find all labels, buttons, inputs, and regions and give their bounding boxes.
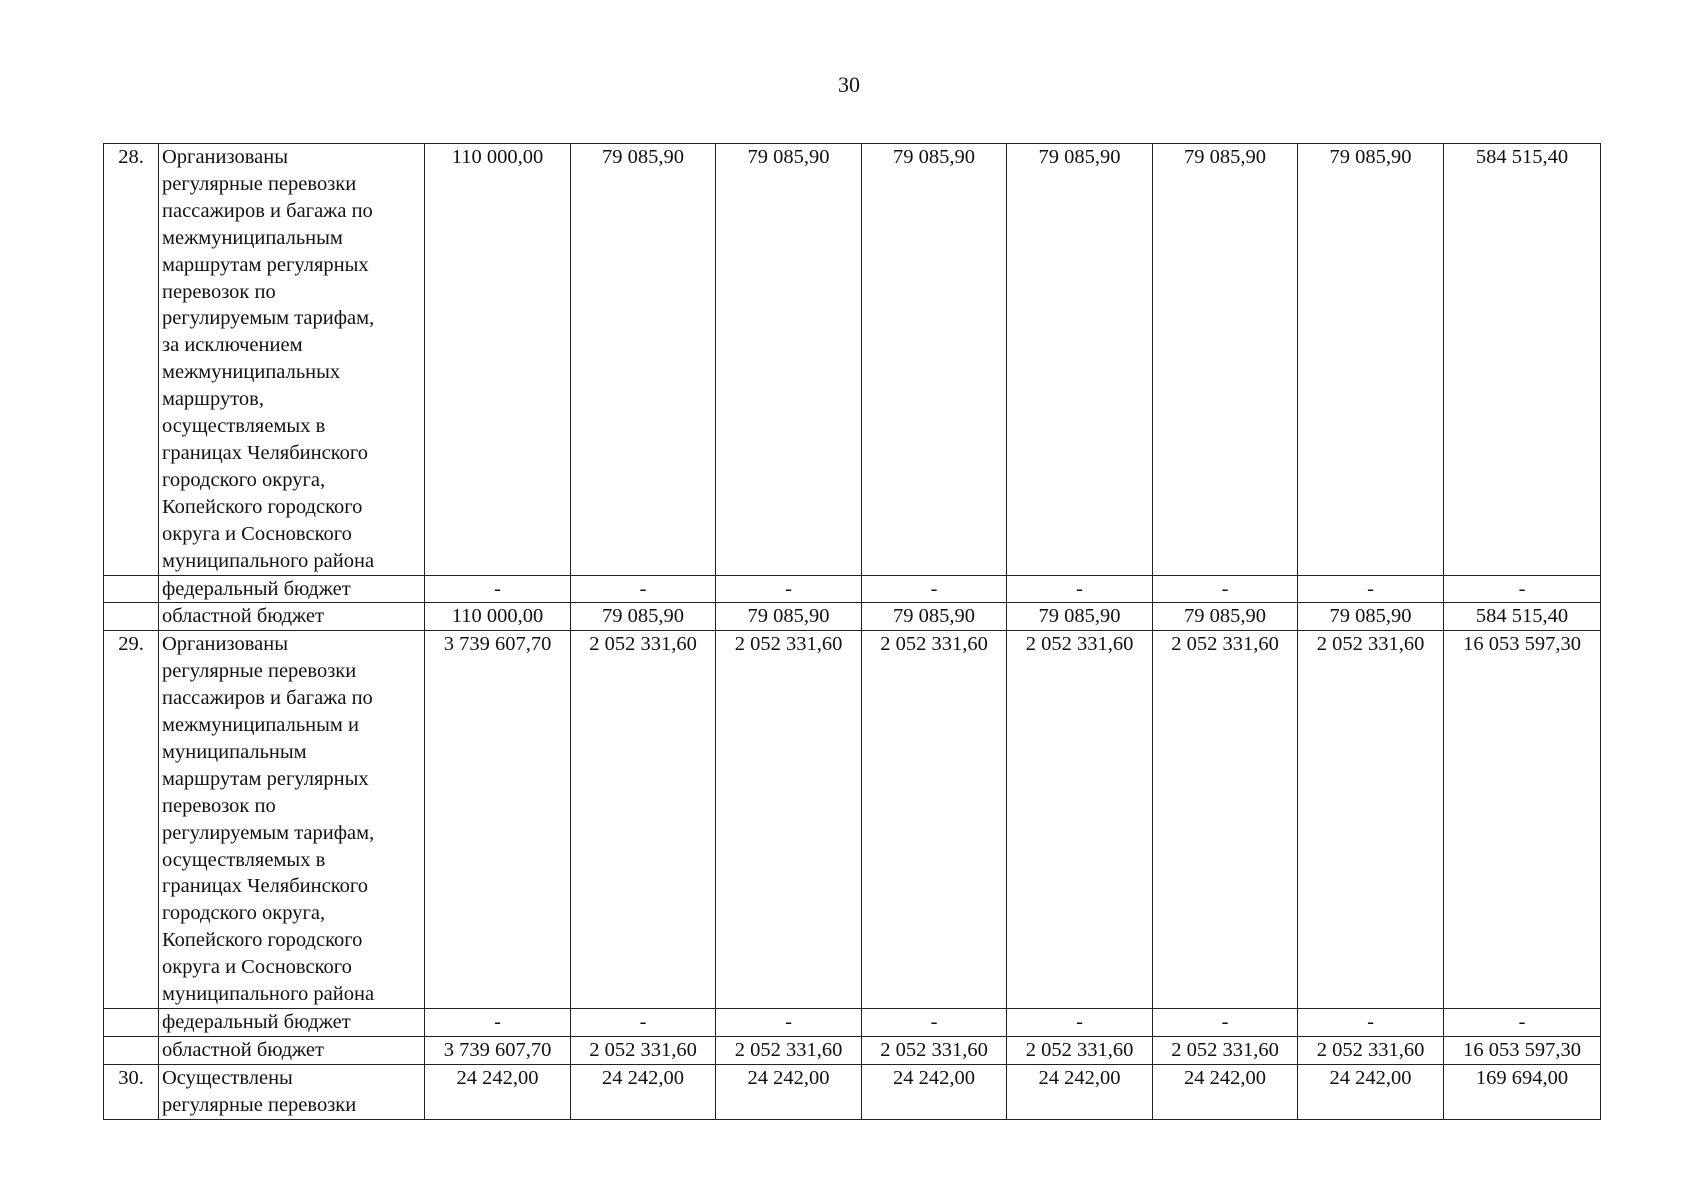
federal-budget-row [104,575,1601,603]
regional-budget-value: 110 000,00 [425,603,571,631]
total-value-cell: 16 053 597,30 [1444,631,1601,1009]
regional-budget-row [104,1036,1601,1064]
year-value-cell: 2 052 331,60 [862,631,1007,1009]
year-value-cell: 2 052 331,60 [1153,631,1298,1009]
description-line: Копейского городского [162,929,363,952]
year-value-cell: 3 739 607,70 [425,631,571,1009]
row-number: 30. [104,1064,159,1119]
description-line: Копейского городского [162,495,363,518]
regional-budget-value: 3 739 607,70 [425,1036,571,1064]
year-value-cell: 79 085,90 [716,144,862,576]
row-number: 28. [104,144,159,576]
year-value-cell: 79 085,90 [1153,144,1298,576]
federal-budget-value: - [1007,575,1153,603]
year-value-cell: 2 052 331,60 [571,631,716,1009]
regional-budget-value: 2 052 331,60 [716,1036,862,1064]
year-value-cell: 24 242,00 [571,1064,716,1119]
regional-budget-label: областной бюджет [159,603,425,631]
regional-budget-value: 79 085,90 [571,603,716,631]
regional-budget-value: 16 053 597,30 [1444,1036,1601,1064]
description-line: межмуниципальным [162,226,343,249]
description-line: маршрутам регулярных [162,253,369,276]
description-line: перевозок по [162,280,276,303]
year-value-cell: 24 242,00 [425,1064,571,1119]
regional-budget-value: 79 085,90 [716,603,862,631]
year-value-cell: 24 242,00 [716,1064,862,1119]
regional-budget-value: 2 052 331,60 [571,1036,716,1064]
federal-budget-value: - [1153,1009,1298,1037]
year-value-cell: 2 052 331,60 [1298,631,1444,1009]
empty-number-cell [104,1036,159,1064]
description-line: муниципальным [162,740,307,763]
federal-budget-value: - [1444,575,1601,603]
federal-budget-value: - [571,1009,716,1037]
federal-budget-value: - [425,575,571,603]
table-row-item-28 [104,144,1601,576]
year-value-cell: 24 242,00 [1298,1064,1444,1119]
federal-budget-value: - [1298,575,1444,603]
federal-budget-value: - [425,1009,571,1037]
federal-budget-value: - [862,1009,1007,1037]
regional-budget-value: 79 085,90 [1153,603,1298,631]
description-line: осуществляемых в [162,415,326,438]
federal-budget-row [104,1009,1601,1037]
year-value-cell: 2 052 331,60 [1007,631,1153,1009]
table-row-item-30 [104,1064,1601,1119]
description-line: Осуществлены [162,1066,293,1089]
year-value-cell: 24 242,00 [1153,1064,1298,1119]
description-line: межмуниципальным и [162,714,359,737]
federal-budget-value: - [1007,1009,1153,1037]
year-value-cell: 24 242,00 [1007,1064,1153,1119]
year-value-cell: 79 085,90 [862,144,1007,576]
regional-budget-value: 2 052 331,60 [862,1036,1007,1064]
description-line: границах Челябинского [162,875,369,898]
row-description [159,631,425,1009]
federal-budget-value: - [1444,1009,1601,1037]
description-line: городского округа, [162,468,326,491]
description-line: за исключением [162,334,303,357]
description-line: округа и Сосновского [162,956,352,979]
regional-budget-value: 584 515,40 [1444,603,1601,631]
description-line: регулярные перевозки [162,1093,357,1116]
total-value-cell: 584 515,40 [1444,144,1601,576]
description-line: границах Челябинского [162,441,369,464]
regional-budget-label: областной бюджет [159,1036,425,1064]
year-value-cell: 24 242,00 [862,1064,1007,1119]
description-line: маршрутам регулярных [162,767,369,790]
regional-budget-value: 79 085,90 [1298,603,1444,631]
row-number: 29. [104,631,159,1009]
federal-budget-value: - [1298,1009,1444,1037]
empty-number-cell [104,1009,159,1037]
regional-budget-value: 79 085,90 [862,603,1007,631]
federal-budget-value: - [571,575,716,603]
federal-budget-label: федеральный бюджет [159,575,425,603]
description-line: городского округа, [162,902,326,925]
regional-budget-value: 2 052 331,60 [1007,1036,1153,1064]
description-line: межмуниципальных [162,361,341,384]
year-value-cell: 79 085,90 [571,144,716,576]
description-line: регулярные перевозки [162,172,357,195]
federal-budget-value: - [716,1009,862,1037]
description-line: регулируемым тарифам, [162,821,375,844]
total-value-cell: 169 694,00 [1444,1064,1601,1119]
page-number: 30 [838,72,860,97]
empty-number-cell [104,575,159,603]
federal-budget-value: - [716,575,862,603]
year-value-cell: 110 000,00 [425,144,571,576]
description-line: муниципального района [162,549,375,572]
description-line: перевозок по [162,794,276,817]
year-value-cell: 2 052 331,60 [716,631,862,1009]
federal-budget-value: - [1153,575,1298,603]
empty-number-cell [104,603,159,631]
regional-budget-value: 79 085,90 [1007,603,1153,631]
table-row-item-29 [104,631,1601,1009]
description-line: муниципального района [162,983,375,1006]
federal-budget-label: федеральный бюджет [159,1009,425,1037]
year-value-cell: 79 085,90 [1298,144,1444,576]
description-line: осуществляемых в [162,848,326,871]
regional-budget-row [104,603,1601,631]
table-body [104,144,1601,1120]
description-line: регулируемым тарифам, [162,307,375,330]
description-line: маршрутов, [162,388,264,411]
description-line: Организованы [162,633,288,656]
row-description [159,1064,425,1119]
regional-budget-value: 2 052 331,60 [1298,1036,1444,1064]
regional-budget-value: 2 052 331,60 [1153,1036,1298,1064]
budget-table [103,143,1601,1120]
description-line: регулярные перевозки [162,660,357,683]
description-line: пассажиров и багажа по [162,199,373,222]
federal-budget-value: - [862,575,1007,603]
description-line: Организованы [162,146,288,168]
year-value-cell: 79 085,90 [1007,144,1153,576]
description-line: пассажиров и багажа по [162,687,373,710]
description-line: округа и Сосновского [162,522,352,545]
row-description [159,144,425,576]
